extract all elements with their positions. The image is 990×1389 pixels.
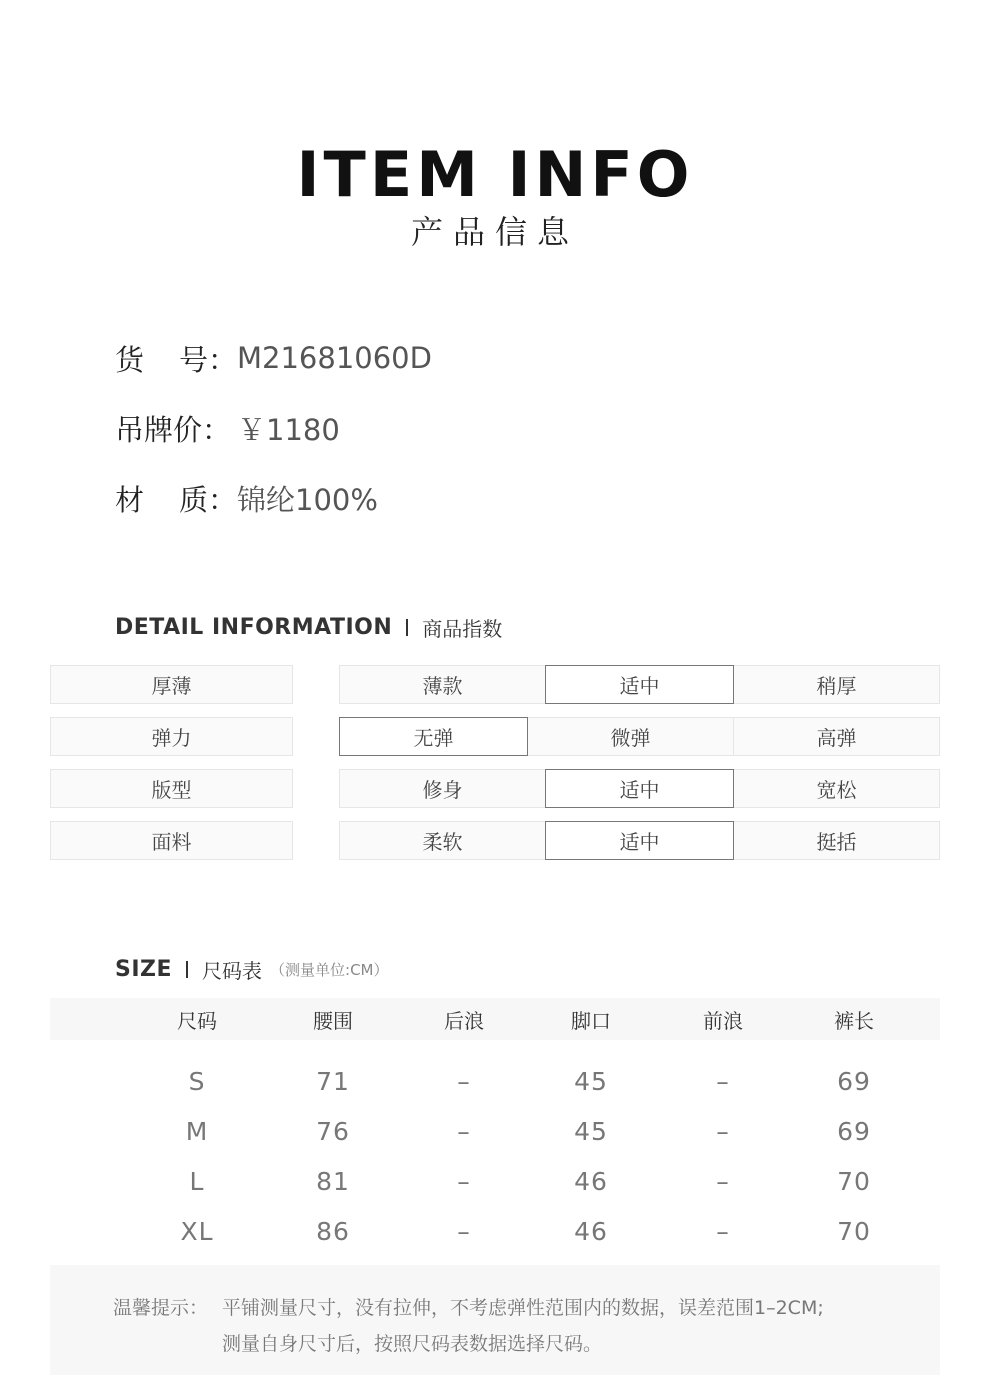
size-table-cell: M xyxy=(185,1116,209,1146)
detail-option-selected: 适中 xyxy=(545,821,734,860)
size-table-cell: – xyxy=(457,1116,471,1146)
info-row-item-number xyxy=(115,338,432,378)
detail-row-elasticity xyxy=(50,717,940,756)
detail-title-cn: 商品指数 xyxy=(422,617,503,641)
detail-option: 薄款 xyxy=(339,665,546,704)
info-label-char: 材 xyxy=(115,482,145,517)
size-table-cell: – xyxy=(457,1166,471,1196)
divider xyxy=(406,619,408,636)
size-table xyxy=(50,998,940,1256)
size-unit-note: （测量单位:CM） xyxy=(270,961,389,979)
size-table-header-cell: 腰围 xyxy=(313,1008,353,1033)
info-value: M21681060D xyxy=(237,341,432,375)
size-table-cell: 69 xyxy=(837,1116,871,1146)
detail-row-fit xyxy=(50,769,940,808)
info-label xyxy=(115,338,237,379)
size-table-cell: 46 xyxy=(574,1166,608,1196)
divider xyxy=(186,961,188,978)
size-title-cn: 尺码表 xyxy=(202,959,263,983)
size-table-row xyxy=(50,1106,940,1156)
size-table-cell: L xyxy=(189,1166,205,1196)
info-colon: ： xyxy=(202,412,232,447)
tip-label: 温馨提示： xyxy=(113,1297,209,1319)
size-table-cell: 45 xyxy=(574,1066,608,1096)
detail-label: 面料 xyxy=(50,821,293,860)
detail-option: 柔软 xyxy=(339,821,546,860)
size-table-cell: 70 xyxy=(837,1216,871,1246)
detail-title-en: DETAIL INFORMATION xyxy=(115,615,393,640)
size-table-cell: XL xyxy=(180,1216,214,1246)
detail-label: 弹力 xyxy=(50,717,293,756)
info-label xyxy=(115,408,237,449)
detail-option: 稍厚 xyxy=(733,665,940,704)
detail-label: 版型 xyxy=(50,769,293,808)
size-table-cell: 76 xyxy=(316,1116,350,1146)
size-table-cell: – xyxy=(716,1216,730,1246)
detail-option-selected: 适中 xyxy=(545,769,734,808)
size-table-cell: S xyxy=(188,1066,206,1096)
detail-option: 高弹 xyxy=(733,717,940,756)
size-table-header-cell: 后浪 xyxy=(444,1008,484,1033)
size-title-en: SIZE xyxy=(115,957,173,982)
size-table-row xyxy=(50,1206,940,1256)
info-colon: ： xyxy=(207,482,237,517)
size-table-cell: 81 xyxy=(316,1166,350,1196)
info-label-text: 吊牌价 xyxy=(115,412,203,447)
size-table-cell: 46 xyxy=(574,1216,608,1246)
size-table-cell: 45 xyxy=(574,1116,608,1146)
size-table-body xyxy=(50,1040,940,1256)
detail-row-fabric xyxy=(50,821,940,860)
detail-option-selected: 适中 xyxy=(545,665,734,704)
size-table-cell: 71 xyxy=(316,1066,350,1096)
size-table-cell: – xyxy=(457,1066,471,1096)
info-value: ￥1180 xyxy=(237,412,340,447)
size-table-header-cell: 脚口 xyxy=(571,1008,611,1033)
info-value: 锦纶100% xyxy=(237,482,378,517)
detail-option: 挺括 xyxy=(733,821,940,860)
size-table-row xyxy=(50,1056,940,1106)
detail-option: 微弹 xyxy=(527,717,734,756)
tip-text-line: 平铺测量尺寸，没有拉伸，不考虑弹性范围内的数据，误差范围1–2CM; xyxy=(222,1297,824,1319)
tip-box xyxy=(50,1265,940,1375)
info-label-char: 号 xyxy=(178,342,208,377)
page-title-cn: 产品信息 xyxy=(410,213,579,251)
detail-grid xyxy=(50,665,940,873)
info-label-char: 货 xyxy=(115,342,145,377)
size-table-cell: – xyxy=(457,1216,471,1246)
size-table-header xyxy=(50,998,940,1040)
detail-section-header xyxy=(115,613,502,642)
size-table-cell: 70 xyxy=(837,1166,871,1196)
detail-option: 修身 xyxy=(339,769,546,808)
info-colon: ： xyxy=(207,342,237,377)
size-table-cell: 86 xyxy=(316,1216,350,1246)
detail-label: 厚薄 xyxy=(50,665,293,704)
size-table-header-cell: 前浪 xyxy=(703,1008,743,1033)
size-table-header-cell: 裤长 xyxy=(834,1008,874,1033)
detail-option-selected: 无弹 xyxy=(339,717,528,756)
info-label-char: 质 xyxy=(178,482,208,517)
tip-text-line: 测量自身尺寸后，按照尺码表数据选择尺码。 xyxy=(222,1333,603,1355)
info-row-material xyxy=(115,478,378,518)
size-table-cell: – xyxy=(716,1116,730,1146)
info-row-tag-price xyxy=(115,408,340,448)
size-section-header xyxy=(115,955,389,984)
size-table-header-cell: 尺码 xyxy=(177,1008,217,1033)
detail-row-thickness xyxy=(50,665,940,704)
size-table-row xyxy=(50,1156,940,1206)
info-label xyxy=(115,478,237,519)
page-title-en: ITEM INFO xyxy=(296,138,694,211)
size-table-cell: – xyxy=(716,1066,730,1096)
size-table-cell: 69 xyxy=(837,1066,871,1096)
size-table-cell: – xyxy=(716,1166,730,1196)
detail-option: 宽松 xyxy=(733,769,940,808)
